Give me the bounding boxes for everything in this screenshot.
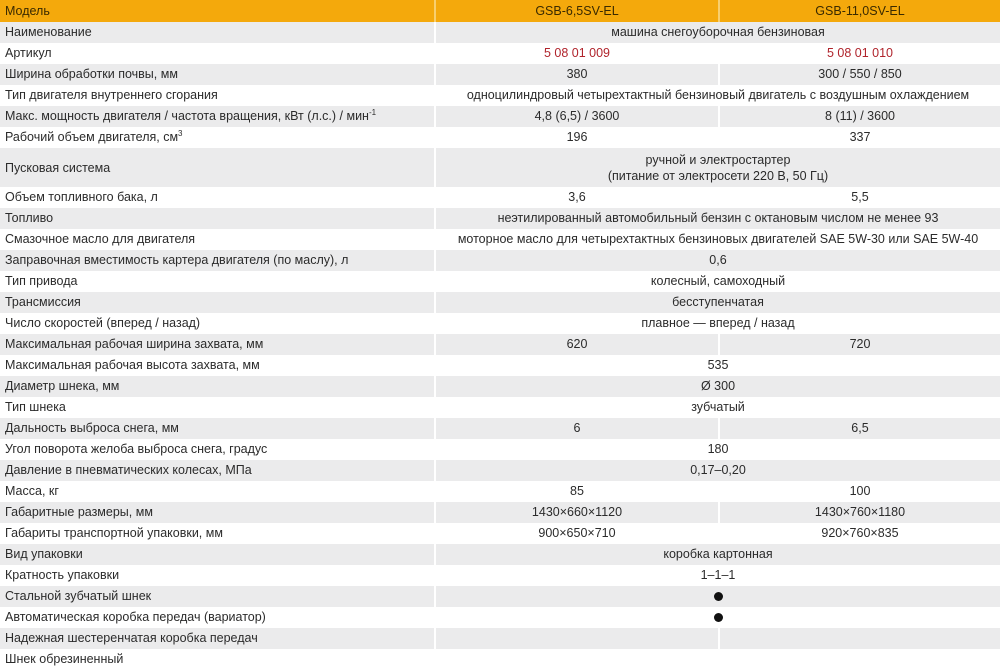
table-row [0,148,1000,187]
row-label: Заправочная вместимость картера двигателя (по маслу), л [0,250,435,271]
table-row [0,460,1000,481]
row-label: Пусковая система [0,148,435,187]
row-value: Ø 300 [435,376,1000,397]
bullet-dot-icon [714,613,723,622]
row-value: 100 [719,481,1000,502]
value-line: (питание от электросети 220 В, 50 Гц) [607,168,829,183]
table-row [0,22,1000,43]
row-value: 920×760×835 [719,523,1000,544]
row-label: Смазочное масло для двигателя [0,229,435,250]
superscript: -1 [368,107,377,117]
row-value: 1–1–1 [435,565,1000,586]
table-row [0,439,1000,460]
row-label: Габаритные размеры, мм [0,502,435,523]
table-row [0,418,1000,439]
table-row [0,313,1000,334]
table-row [0,127,1000,148]
row-label: Топливо [0,208,435,229]
table-row [0,43,1000,64]
table-row [0,187,1000,208]
table-row [0,292,1000,313]
table-row [0,481,1000,502]
row-label: Число скоростей (вперед / назад) [0,313,435,334]
table-row [0,229,1000,250]
row-label: Наименование [0,22,435,43]
table-row [0,208,1000,229]
table-row [0,64,1000,85]
label-text: Рабочий объем двигателя, см [5,130,179,144]
row-value: плавное — вперед / назад [435,313,1000,334]
row-value: 6 [435,418,719,439]
row-label: Дальность выброса снега, мм [0,418,435,439]
row-label: Давление в пневматических колесах, МПа [0,460,435,481]
table-row [0,250,1000,271]
superscript: 3 [178,128,183,138]
row-value: 5,5 [719,187,1000,208]
row-label: Тип шнека [0,397,435,418]
table-row [0,586,1000,607]
row-label: Тип привода [0,271,435,292]
row-value: 900×650×710 [435,523,719,544]
model-gsb-6-5: GSB-6,5SV-EL [435,0,719,22]
row-value: 0,17–0,20 [435,460,1000,481]
row-value: 337 [719,127,1000,148]
row-label: Ширина обработки почвы, мм [0,64,435,85]
row-value: 720 [719,334,1000,355]
value-line: ручной и электростартер [645,152,791,167]
row-value: 4,8 (6,5) / 3600 [435,106,719,127]
table-row [0,85,1000,106]
row-value: 380 [435,64,719,85]
article-number: 5 08 01 010 [719,43,1000,64]
row-value: 1430×660×1120 [435,502,719,523]
row-value: 0,6 [435,250,1000,271]
row-label: Угол поворота желоба выброса снега, градус [0,439,435,460]
table-row [0,397,1000,418]
row-value: 620 [435,334,719,355]
table-row [0,355,1000,376]
row-value: 196 [435,127,719,148]
row-value: 6,5 [719,418,1000,439]
row-label: Максимальная рабочая высота захвата, мм [0,355,435,376]
row-label [0,106,435,127]
row-value: 180 [435,439,1000,460]
table-row [0,106,1000,127]
row-label: Вид упаковки [0,544,435,565]
row-label: Масса, кг [0,481,435,502]
row-value: моторное масло для четырехтактных бензиновых двигателей SAE 5W-30 или SAE 5W-40 [435,229,1000,250]
model-gsb-11-0: GSB-11,0SV-EL [719,0,1000,22]
table-row [0,376,1000,397]
row-value: 3,6 [435,187,719,208]
model-header-label: Модель [0,0,435,22]
row-label: Шнек обрезиненный [0,649,435,670]
row-value [435,148,1000,187]
row-label: Диаметр шнека, мм [0,376,435,397]
row-value [435,628,719,649]
row-value: 535 [435,355,1000,376]
table-row [0,544,1000,565]
row-value: колесный, самоходный [435,271,1000,292]
article-number: 5 08 01 009 [435,43,719,64]
row-label: Стальной зубчатый шнек [0,586,435,607]
row-label: Автоматическая коробка передач (вариатор) [0,607,435,628]
table-row [0,523,1000,544]
table-row [0,565,1000,586]
row-label [0,127,435,148]
row-value: одноцилиндровый четырехтактный бензиновый двигатель с воздушным охлаждением [435,85,1000,106]
bullet-dot-icon [714,592,723,601]
table-row [0,271,1000,292]
row-value: 1430×760×1180 [719,502,1000,523]
table-row [0,334,1000,355]
row-label: Кратность упаковки [0,565,435,586]
label-text: Макс. мощность двигателя / частота вращения, кВт (л.с.) / мин [5,109,369,123]
row-value: бесступенчатая [435,292,1000,313]
row-label: Максимальная рабочая ширина захвата, мм [0,334,435,355]
row-value [719,628,1000,649]
header-row [0,0,1000,22]
row-value: машина снегоуборочная бензиновая [435,22,1000,43]
row-value: 8 (11) / 3600 [719,106,1000,127]
row-label: Надежная шестеренчатая коробка передач [0,628,435,649]
row-value [435,586,1000,607]
row-label: Тип двигателя внутреннего сгорания [0,85,435,106]
row-label: Габариты транспортной упаковки, мм [0,523,435,544]
row-label: Трансмиссия [0,292,435,313]
table-row [0,502,1000,523]
row-label: Объем топливного бака, л [0,187,435,208]
table-row [0,628,1000,649]
row-value [435,607,1000,628]
table-row [0,607,1000,628]
row-value: зубчатый [435,397,1000,418]
row-value: 300 / 550 / 850 [719,64,1000,85]
row-value: неэтилированный автомобильный бензин с октановым числом не менее 93 [435,208,1000,229]
row-value: коробка картонная [435,544,1000,565]
row-value: 85 [435,481,719,502]
row-value [435,649,1000,670]
table-row [0,649,1000,670]
row-label: Артикул [0,43,435,64]
